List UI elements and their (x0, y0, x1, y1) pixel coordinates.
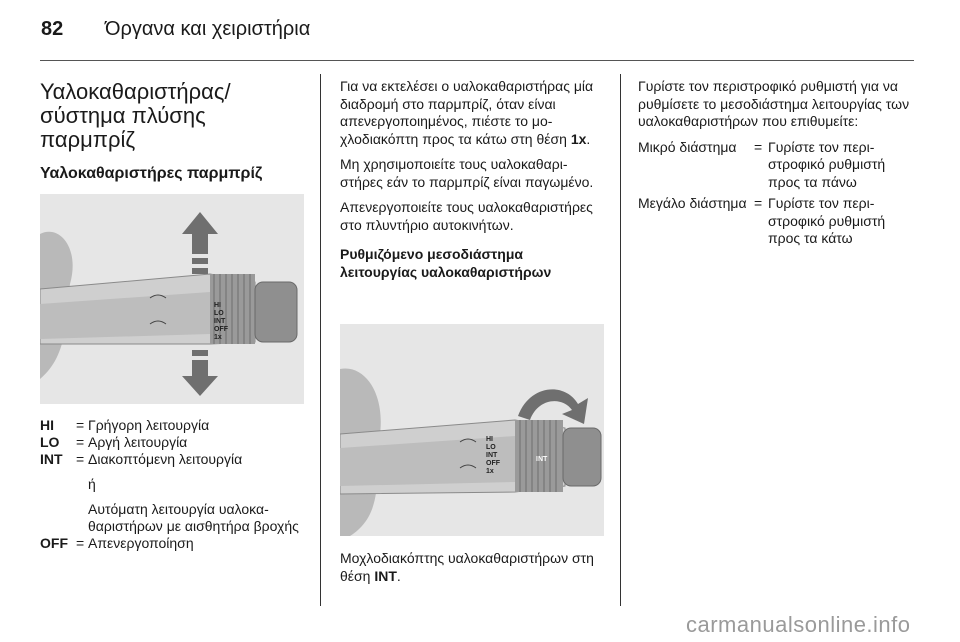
page-number: 82 (41, 18, 64, 40)
fig1-label-hi: HI (214, 302, 221, 309)
fig2-label-hi: HI (486, 436, 493, 443)
fig2-ring-label-int: INT (536, 456, 548, 463)
definition-term: HI (40, 417, 54, 433)
definition-term: INT (40, 451, 63, 467)
definition-equals: = (76, 451, 85, 467)
option-equals: = (754, 195, 763, 211)
page-title: Όργανα και χειριστήρια (105, 18, 311, 40)
definition-desc: Γρήγορη λειτουργία (88, 417, 210, 433)
column-divider-2 (620, 74, 621, 606)
definition-row-hi (40, 417, 304, 434)
interval-subheading: Ρυθμιζόμενο μεσοδιάστημα λειτουργίας υαλοκαθαριστήρων (340, 246, 552, 280)
definition-term: OFF (40, 535, 68, 551)
caption-text: Μοχλοδιακόπτης υαλοκαθαριστήρων στη θέση (340, 550, 594, 584)
caption-end: . (396, 567, 401, 584)
option-term: Μικρό διάστημα (638, 138, 737, 155)
option-desc: Γυρίστε τον περιστροφικό ρυθμιστή προς τα πάνω (768, 138, 886, 190)
definition-term (40, 501, 76, 535)
interval-intro: Γυρίστε τον περιστροφικό ρυθμιστή για να ρυθμίσετε το μεσοδιάστημα λειτουργίας των υαλοκαθαριστήρων που επιθυμείτε: (638, 78, 910, 129)
interval-option-short (638, 139, 910, 192)
option-term: Μεγάλο διάστημα (638, 195, 747, 211)
definition-row-off (40, 535, 304, 552)
paragraph-end: . (586, 130, 591, 147)
definition-equals (76, 476, 88, 493)
wiper-stalk-illustration (40, 194, 304, 404)
interval-options-list (638, 139, 910, 248)
paragraph-text: Για να εκτελέσει ο υαλοκαθαριστήρας μία διαδρομή στο παρμπρίζ, όταν είναι απενεργοποιημένος, πιέστε το μοχλοδιακόπτη προς τα κάτω στη θέση (340, 78, 594, 147)
column-divider-1 (320, 74, 321, 606)
paragraph-frozen-warning: Μη χρησιμοποιείτε τους υαλοκαθαριστήρες εάν το παρμπρίζ είναι παγωμένο. (340, 156, 594, 190)
option-desc: Γυρίστε τον περιστροφικό ρυθμιστή προς τα κάτω (768, 195, 886, 246)
fig1-label-off: OFF (214, 326, 228, 333)
paragraph-single-wipe (340, 78, 604, 148)
fig2-label-off: OFF (486, 460, 500, 467)
definition-desc: Διακοπτόμενη λειτουργία (88, 451, 243, 467)
watermark[interactable]: carmanualsonline.info (686, 612, 911, 637)
definition-equals: = (76, 417, 85, 433)
fig1-label-int: INT (214, 318, 226, 325)
definition-row-auto (40, 501, 304, 535)
interval-dial-figure (340, 324, 604, 536)
interval-dial-illustration (340, 324, 604, 536)
header-rule (40, 60, 914, 61)
definition-row-int (40, 451, 304, 468)
section-heading: Υαλοκαθαριστήρας/ σύστημα πλύσης παρμπρίζ (40, 79, 231, 152)
definition-equals: = (76, 535, 85, 551)
option-equals: = (754, 138, 763, 155)
definition-equals: = (76, 434, 85, 450)
interval-option-long (638, 195, 910, 248)
definition-term (40, 476, 76, 493)
fig2-label-1x: 1x (486, 468, 494, 475)
definition-term: LO (40, 434, 60, 450)
caption-position: INT (374, 567, 397, 584)
fig2-label-int: INT (486, 452, 498, 459)
definition-desc: ή (88, 476, 96, 492)
definition-row-lo (40, 434, 304, 451)
wiper-stalk-figure (40, 194, 304, 404)
section-subheading: Υαλοκαθαριστήρες παρμπρίζ (40, 165, 263, 182)
mode-definition-list (40, 417, 304, 552)
fig1-label-1x: 1x (214, 334, 222, 341)
right-column-text (638, 78, 910, 252)
middle-column-text (340, 78, 604, 289)
definition-desc: Απενεργοποίηση (88, 535, 194, 551)
definition-row-or (40, 476, 304, 493)
fig1-label-lo: LO (214, 310, 224, 317)
position-label: 1x (570, 130, 587, 147)
fig2-label-lo: LO (486, 444, 496, 451)
definition-desc: Αυτόματη λειτουργία υαλοκαθαριστήρων με αισθητήρα βροχής (88, 501, 299, 534)
paragraph-carwash: Απενεργοποιείτε τους υαλοκαθαριστήρες στο πλυντήριο αυτοκινήτων. (340, 199, 593, 233)
definition-desc: Αργή λειτουργία (88, 434, 188, 450)
definition-equals (76, 501, 88, 535)
figure-caption (340, 550, 606, 585)
